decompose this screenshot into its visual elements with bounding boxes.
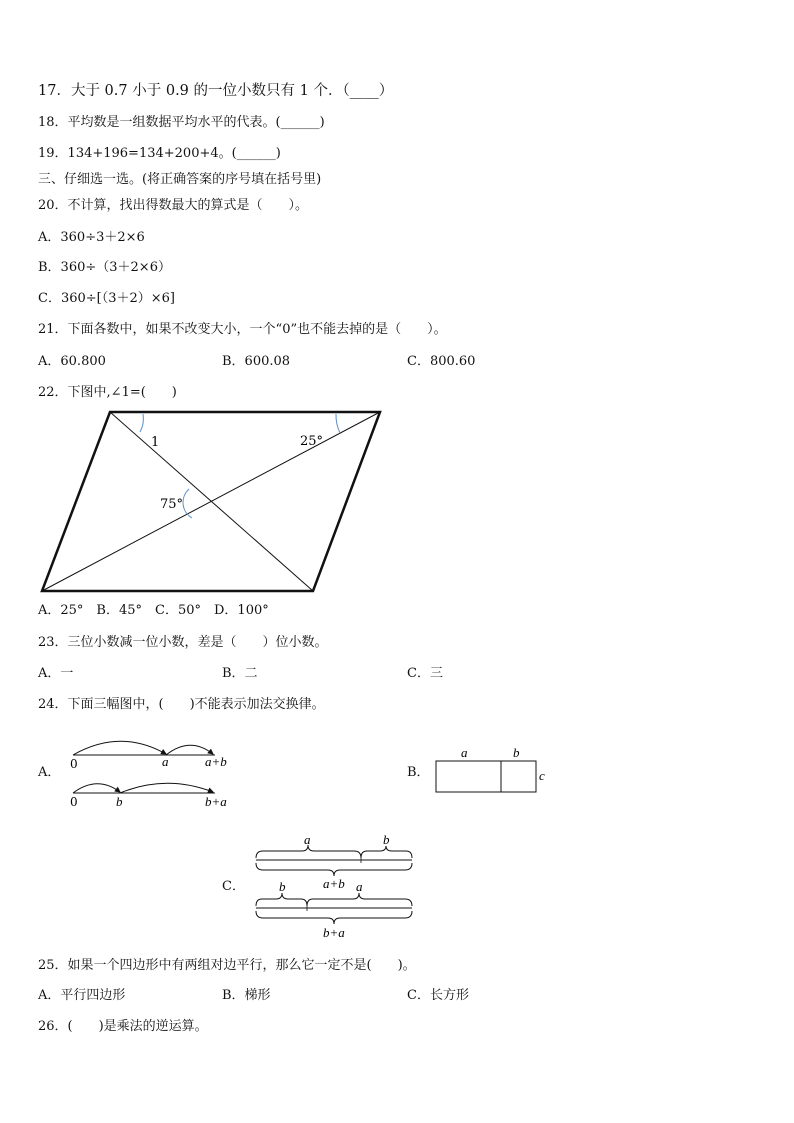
q23-option-b: B．二 — [222, 666, 258, 681]
question-24: 24．下面三幅图中，( )不能表示加法交换律。 — [38, 697, 325, 712]
q21-option-b: B．600.08 — [222, 354, 291, 369]
label-b-rect: b — [513, 745, 520, 760]
q20-option-b: B．360÷（3＋2×6） — [38, 260, 171, 275]
label-a-top: a — [162, 754, 169, 769]
label-b-bottom: b — [116, 794, 123, 809]
q21-option-c: C．800.60 — [407, 354, 476, 369]
angle-75-label: 75° — [160, 497, 184, 512]
brace-ba-bottom — [256, 911, 412, 924]
label-c-rect: c — [539, 768, 545, 783]
angle-1-label: 1 — [151, 435, 160, 450]
question-23: 23．三位小数减一位小数，差是（ ）位小数。 — [38, 635, 328, 650]
label-ab-c: a+b — [323, 876, 345, 891]
q20-option-a: A．360÷3＋2×6 — [38, 230, 145, 245]
question-20: 20．不计算，找出得数最大的算式是（ ）。 — [38, 198, 309, 213]
brace-a-bottom — [307, 893, 412, 906]
question-25: 25．如果一个四边形中有两组对边平行，那么它一定不是( )。 — [38, 958, 416, 973]
label-ab-top: a+b — [205, 754, 227, 769]
label-b-top-c: b — [383, 832, 390, 847]
brace-b-top — [361, 846, 412, 858]
label-ba-bottom: b+a — [205, 794, 227, 809]
q20-option-c: C．360÷[（3＋2）×6] — [38, 291, 176, 306]
label-ba-c: b+a — [323, 925, 345, 940]
brace-ab-bottom — [256, 863, 412, 876]
label-a-rect: a — [461, 745, 468, 760]
label-0-top: 0 — [70, 757, 78, 771]
q25-option-c: C．长方形 — [407, 988, 469, 1003]
label-a-top-c: a — [304, 832, 311, 847]
q24-option-a-label: A． — [38, 765, 61, 780]
q23-option-a: A．一 — [38, 666, 74, 681]
label-a-bottom-c: a — [356, 879, 363, 894]
angle-25-label: 25° — [300, 434, 324, 449]
brace-b-bottom — [256, 893, 307, 906]
question-26: 26．( )是乘法的逆运算。 — [38, 1019, 208, 1034]
label-0-bottom: 0 — [70, 795, 78, 809]
q25-option-b: B．梯形 — [222, 988, 271, 1003]
question-17: 17．大于 0.7 小于 0.9 的一位小数只有 1 个．（____） — [38, 83, 394, 99]
question-19: 19．134+196=134+200+4。(______) — [38, 146, 281, 161]
question-18: 18．平均数是一组数据平均水平的代表。(______) — [38, 115, 325, 130]
question-22: 22．下图中,∠1=( ) — [38, 385, 177, 400]
section-3-heading: 三、仔细选一选。(将正确答案的序号填在括号里) — [38, 172, 322, 187]
q23-option-c: C．三 — [407, 666, 443, 681]
q24-option-c-label: C． — [222, 879, 245, 894]
q22-options: A．25° B．45° C．50° D．100° — [38, 603, 269, 618]
q24-option-b-label: B． — [407, 765, 430, 780]
q21-option-a: A．60.800 — [38, 354, 106, 369]
label-b-bottom-c: b — [279, 879, 286, 894]
question-21: 21．下面各数中，如果不改变大小，一个“0”也不能去掉的是（ ）。 — [38, 322, 447, 337]
q25-option-a: A．平行四边形 — [38, 988, 126, 1003]
